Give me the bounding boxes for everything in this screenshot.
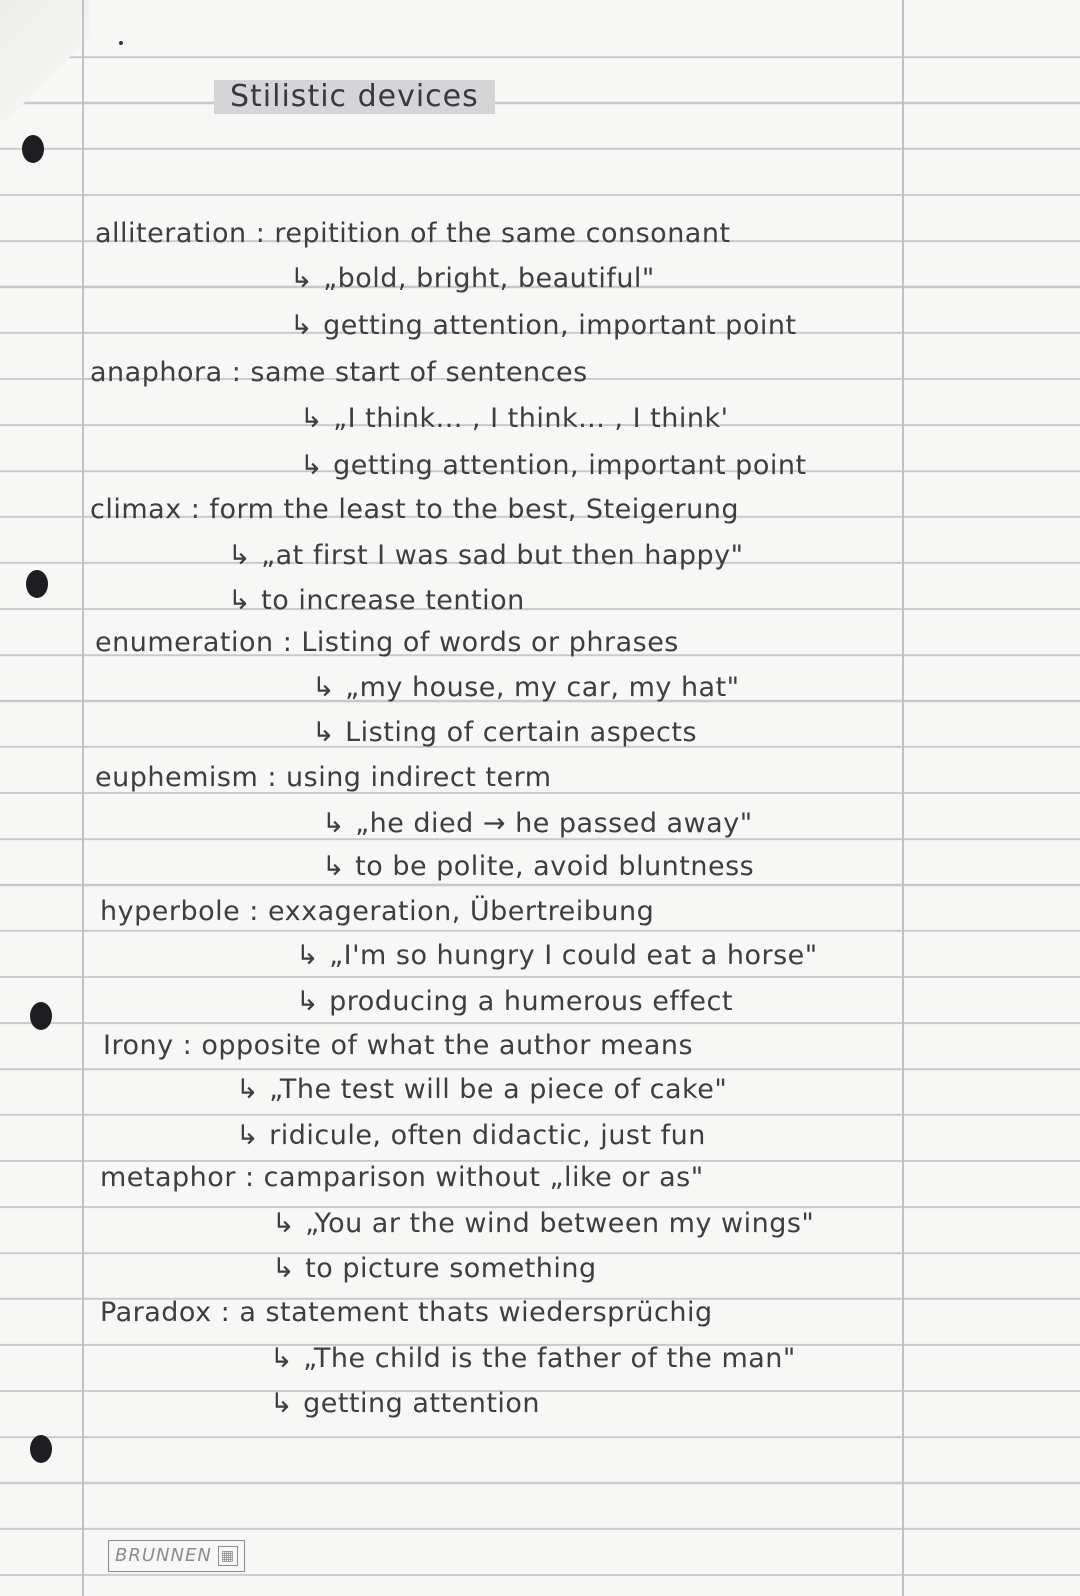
left-margin-line <box>82 0 84 1596</box>
note-line: ↳ to picture something <box>272 1253 597 1284</box>
note-line: ↳ „bold, bright, beautiful" <box>290 263 655 294</box>
note-line: climax : form the least to the best, Steigerung <box>90 494 739 525</box>
arrow-icon: ↳ <box>296 986 320 1017</box>
arrow-icon: ↳ <box>290 310 314 341</box>
punch-hole <box>26 570 48 598</box>
note-line: ↳ getting attention <box>270 1388 541 1419</box>
arrow-icon: ↳ <box>236 1074 260 1105</box>
arrow-icon: ↳ <box>322 808 346 839</box>
note-line: ↳ Listing of certain aspects <box>312 717 698 748</box>
note-line: ↳ „The test will be a piece of cake" <box>236 1074 728 1105</box>
note-line: euphemism : using indirect term <box>95 762 552 793</box>
note-line: alliteration : repitition of the same consonant <box>95 218 731 249</box>
note-line: ↳ to increase tention <box>228 585 525 616</box>
arrow-icon: ↳ <box>228 540 252 571</box>
arrow-icon: ↳ <box>290 263 314 294</box>
note-line: ↳ „my house, my car, my hat" <box>312 672 740 703</box>
brand-logo-icon: ▦ <box>218 1546 238 1566</box>
arrow-icon: ↳ <box>272 1208 296 1239</box>
punch-hole <box>30 1002 52 1030</box>
arrow-icon: ↳ <box>312 717 336 748</box>
arrow-icon: ↳ <box>270 1343 294 1374</box>
arrow-icon: ↳ <box>322 851 346 882</box>
folded-corner <box>0 0 90 120</box>
note-line: ↳ „I think... , I think... , I think' <box>300 403 729 434</box>
ink-dot <box>119 41 123 45</box>
page-title: Stilistic devices <box>214 80 495 114</box>
note-line: ↳ „You ar the wind between my wings" <box>272 1208 815 1239</box>
note-line: hyperbole : exxageration, Übertreibung <box>100 896 655 927</box>
note-line: enumeration : Listing of words or phrases <box>95 627 679 658</box>
note-line: anaphora : same start of sentences <box>90 357 588 388</box>
note-line: ↳ „I'm so hungry I could eat a horse" <box>296 940 818 971</box>
note-line: ↳ getting attention, important point <box>290 310 797 341</box>
arrow-icon: ↳ <box>270 1388 294 1419</box>
brand-label: BRUNNEN ▦ <box>108 1540 245 1572</box>
arrow-icon: ↳ <box>272 1253 296 1284</box>
note-line: ↳ getting attention, important point <box>300 450 807 481</box>
arrow-icon: ↳ <box>228 585 252 616</box>
arrow-icon: ↳ <box>236 1120 260 1151</box>
note-line: Paradox : a statement thats wiedersprüchig <box>100 1297 713 1328</box>
note-line: metaphor : camparison without „like or as" <box>100 1162 704 1193</box>
note-line: ↳ to be polite, avoid bluntness <box>322 851 755 882</box>
punch-hole <box>30 1435 52 1463</box>
note-line: ↳ ridicule, often didactic, just fun <box>236 1120 706 1151</box>
right-margin-line <box>902 0 904 1596</box>
note-line: ↳ „The child is the father of the man" <box>270 1343 796 1374</box>
arrow-icon: ↳ <box>312 672 336 703</box>
note-line: ↳ „he died → he passed away" <box>322 808 753 839</box>
note-line: ↳ producing a humerous effect <box>296 986 733 1017</box>
arrow-icon: ↳ <box>300 450 324 481</box>
arrow-icon: ↳ <box>300 403 324 434</box>
note-line: Irony : opposite of what the author means <box>103 1030 694 1061</box>
note-line: ↳ „at first I was sad but then happy" <box>228 540 744 571</box>
punch-hole <box>22 135 44 163</box>
arrow-icon: ↳ <box>296 940 320 971</box>
